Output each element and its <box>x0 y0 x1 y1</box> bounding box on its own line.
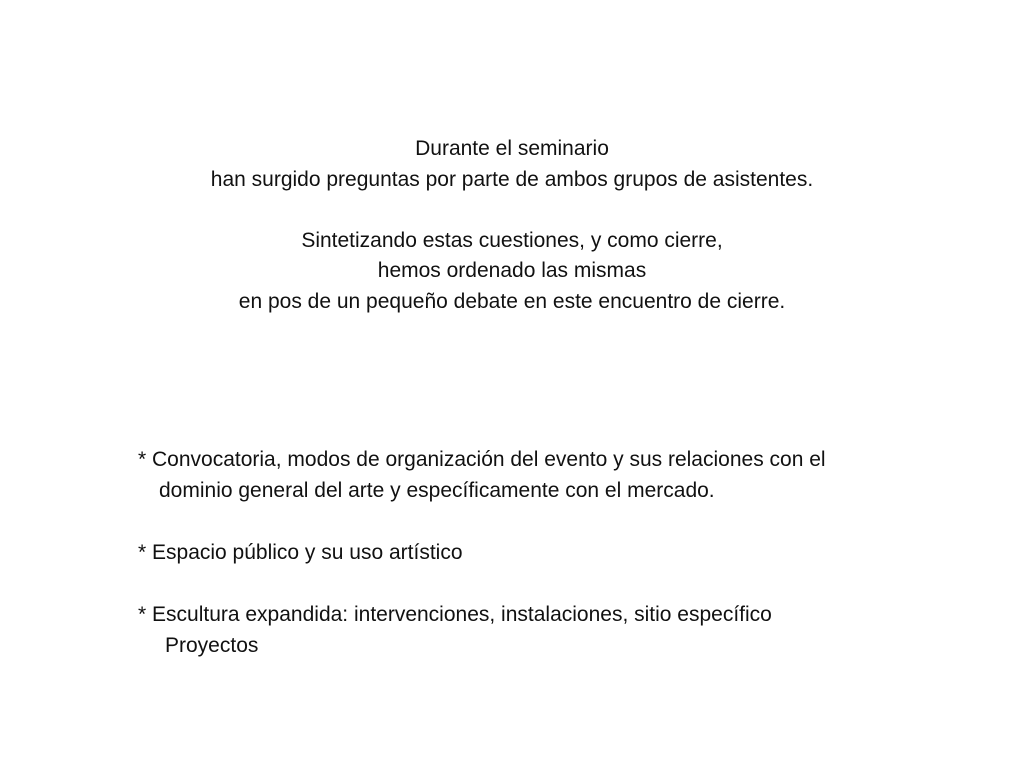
topic-gap <box>138 506 938 537</box>
topic-line: * Espacio público y su uso artístico <box>138 541 463 564</box>
topic-item-espacio-publico <box>138 537 938 568</box>
topic-gap <box>138 568 938 599</box>
intro-text-block <box>0 134 1024 317</box>
topic-list <box>138 444 938 661</box>
paragraph-gap <box>0 195 1024 226</box>
intro-line: han surgido preguntas por parte de ambos grupos de asistentes. <box>210 167 814 191</box>
topic-line: * Convocatoria, modos de organización del evento y sus relaciones con el <box>138 448 826 471</box>
topic-line-continuation: dominio general del arte y específicamente con el mercado. <box>159 479 715 502</box>
intro-line: Sintetizando estas cuestiones, y como cierre, <box>301 228 723 252</box>
topic-line: * Escultura expandida: intervenciones, instalaciones, sitio específico <box>138 603 772 626</box>
topic-line-continuation: Proyectos <box>165 634 259 657</box>
intro-line: en pos de un pequeño debate en este encuentro de cierre. <box>238 289 786 313</box>
intro-line: hemos ordenado las mismas <box>377 259 647 282</box>
topic-item-escultura-expandida <box>138 599 938 661</box>
intro-line: Durante el seminario <box>415 137 609 160</box>
topic-item-convocatoria <box>138 444 938 506</box>
